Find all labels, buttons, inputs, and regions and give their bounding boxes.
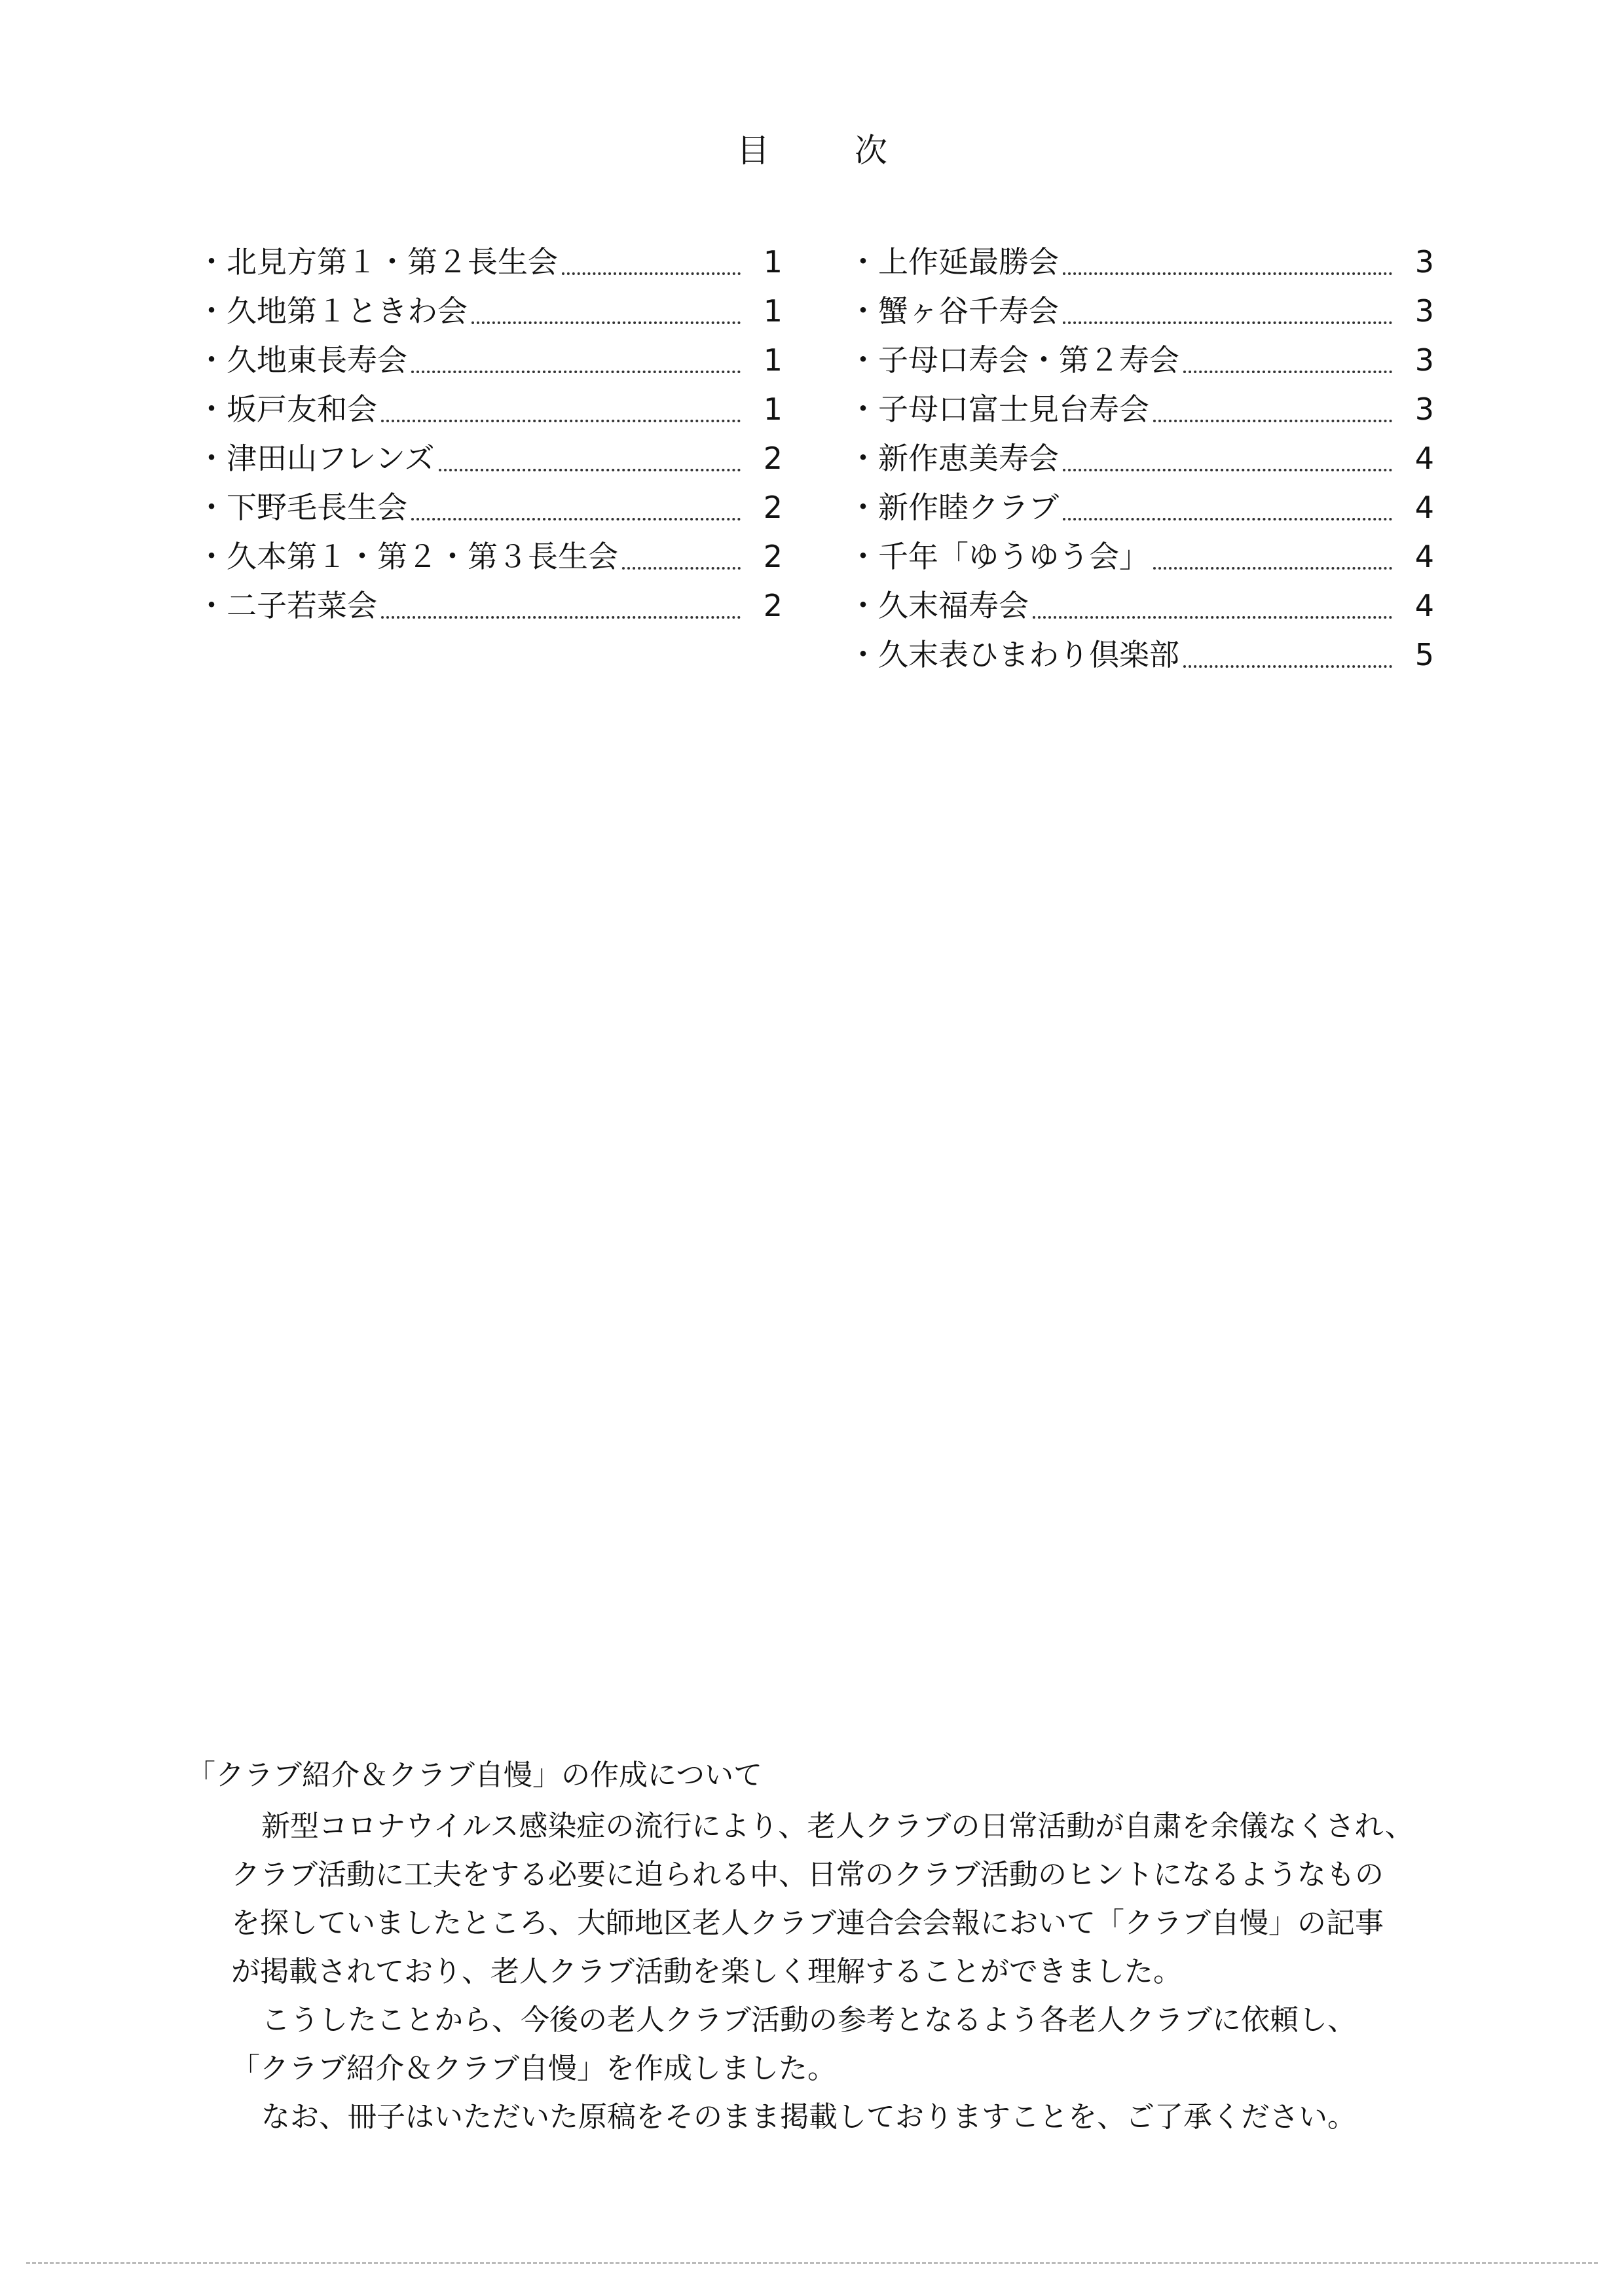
toc-entry-label: ・蟹ヶ谷千寿会 — [848, 293, 1059, 329]
toc-entry-label: ・上作延最勝会 — [848, 244, 1059, 280]
intro-line: 「クラブ紹介＆クラブ自慢」を作成しました。 — [231, 2052, 836, 2085]
toc-entry-page: 2 — [763, 490, 783, 525]
footer-divider — [26, 2262, 1598, 2264]
intro-line: 新型コロナウイルス感染症の流行により、老人クラブの日常活動が自粛を余儀なくされ、 — [261, 1810, 1414, 1843]
toc-entry-page: 4 — [1414, 441, 1434, 476]
toc-entry-page: 1 — [763, 392, 783, 427]
toc-leader — [381, 616, 741, 619]
toc-leader — [1153, 420, 1392, 422]
toc-entry[interactable] — [196, 429, 783, 478]
toc-title — [0, 131, 1624, 170]
toc-leader — [439, 469, 741, 471]
intro-heading: 「クラブ紹介＆クラブ自慢」の作成について — [187, 1758, 763, 1792]
toc-entry[interactable] — [848, 232, 1434, 282]
toc-entry-label: ・二子若菜会 — [196, 588, 377, 623]
toc-entry-page: 2 — [763, 441, 783, 476]
toc-entry-label: ・久末表ひまわり倶楽部 — [848, 637, 1179, 672]
toc-entry-label: ・久末福寿会 — [848, 588, 1029, 623]
toc-leader — [1183, 371, 1392, 373]
intro-line: クラブ活動に工夫をする必要に迫られる中、日常のクラブ活動のヒントになるようなもの — [231, 1858, 1384, 1891]
toc-entry[interactable] — [196, 232, 783, 282]
intro-line: が掲載されており、老人クラブ活動を楽しく理解することができました。 — [231, 1955, 1182, 1988]
toc-entry-page: 1 — [763, 342, 783, 378]
toc-right-column — [848, 232, 1434, 674]
toc-title-first: 目 — [737, 132, 769, 170]
toc-entry[interactable] — [848, 625, 1434, 674]
intro-paragraph — [187, 1802, 1457, 2141]
toc-entry-page: 2 — [763, 539, 783, 574]
toc-entry[interactable] — [196, 331, 783, 380]
toc-entry-label: ・久地東長寿会 — [196, 342, 407, 378]
toc-entry-page: 3 — [1414, 244, 1434, 280]
toc-leader — [1183, 665, 1392, 668]
toc-leader — [1033, 616, 1392, 619]
toc-entry-page: 4 — [1414, 588, 1434, 623]
toc-entry[interactable] — [196, 576, 783, 625]
toc-entry[interactable] — [848, 331, 1434, 380]
toc-entry-page: 1 — [763, 244, 783, 280]
toc-entry-label: ・子母口寿会・第２寿会 — [848, 342, 1179, 378]
toc-leader — [1063, 321, 1392, 324]
toc-title-second: 次 — [855, 132, 887, 170]
toc-entry[interactable] — [848, 429, 1434, 478]
toc-leader — [1063, 469, 1392, 471]
toc-entry-page: 2 — [763, 588, 783, 623]
toc-leader — [471, 321, 741, 324]
toc-entry-label: ・坂戸友和会 — [196, 392, 377, 427]
toc-entry[interactable] — [848, 576, 1434, 625]
toc-entry-page: 3 — [1414, 293, 1434, 329]
toc-leader — [411, 518, 741, 520]
toc-entry-page: 1 — [763, 293, 783, 329]
toc-entry-label: ・久地第１ときわ会 — [196, 293, 468, 329]
toc-leader — [1063, 518, 1392, 520]
toc-entry[interactable] — [848, 478, 1434, 527]
toc-entry-page: 3 — [1414, 392, 1434, 427]
toc-entry[interactable] — [848, 380, 1434, 429]
toc-entry[interactable] — [848, 527, 1434, 576]
toc-entry-page: 3 — [1414, 342, 1434, 378]
toc-entry-label: ・子母口富士見台寿会 — [848, 392, 1149, 427]
toc-entry-page: 4 — [1414, 490, 1434, 525]
toc-entry-label: ・下野毛長生会 — [196, 490, 407, 525]
toc-entry-label: ・北見方第１・第２長生会 — [196, 244, 558, 280]
intro-line: こうしたことから、今後の老人クラブ活動の参考となるよう各老人クラブに依頼し、 — [261, 2003, 1356, 2037]
toc-leader — [562, 272, 741, 275]
toc-left-column — [196, 232, 783, 625]
toc-entry-label: ・久本第１・第２・第３長生会 — [196, 539, 618, 574]
toc-entry-label: ・千年「ゆうゆう会」 — [848, 539, 1149, 574]
toc-entry-label: ・新作睦クラブ — [848, 490, 1059, 525]
toc-entry[interactable] — [196, 478, 783, 527]
toc-leader — [381, 420, 741, 422]
intro-line: なお、冊子はいただいた原稿をそのまま掲載しておりますことを、ご了承ください。 — [261, 2100, 1356, 2134]
toc-entry-page: 4 — [1414, 539, 1434, 574]
toc-entry[interactable] — [196, 282, 783, 331]
toc-leader — [622, 567, 741, 570]
toc-entry-page: 5 — [1414, 637, 1434, 672]
toc-entry[interactable] — [848, 282, 1434, 331]
toc-entry-label: ・津田山フレンズ — [196, 441, 435, 476]
toc-leader — [1063, 272, 1392, 275]
intro-section — [187, 1751, 1457, 2141]
toc-entry[interactable] — [196, 527, 783, 576]
toc-entry[interactable] — [196, 380, 783, 429]
toc-entry-label: ・新作恵美寿会 — [848, 441, 1059, 476]
toc-leader — [411, 371, 741, 373]
toc-leader — [1153, 567, 1392, 570]
intro-line: を探していましたところ、大師地区老人クラブ連合会会報において「クラブ自慢」の記事 — [231, 1906, 1384, 1940]
